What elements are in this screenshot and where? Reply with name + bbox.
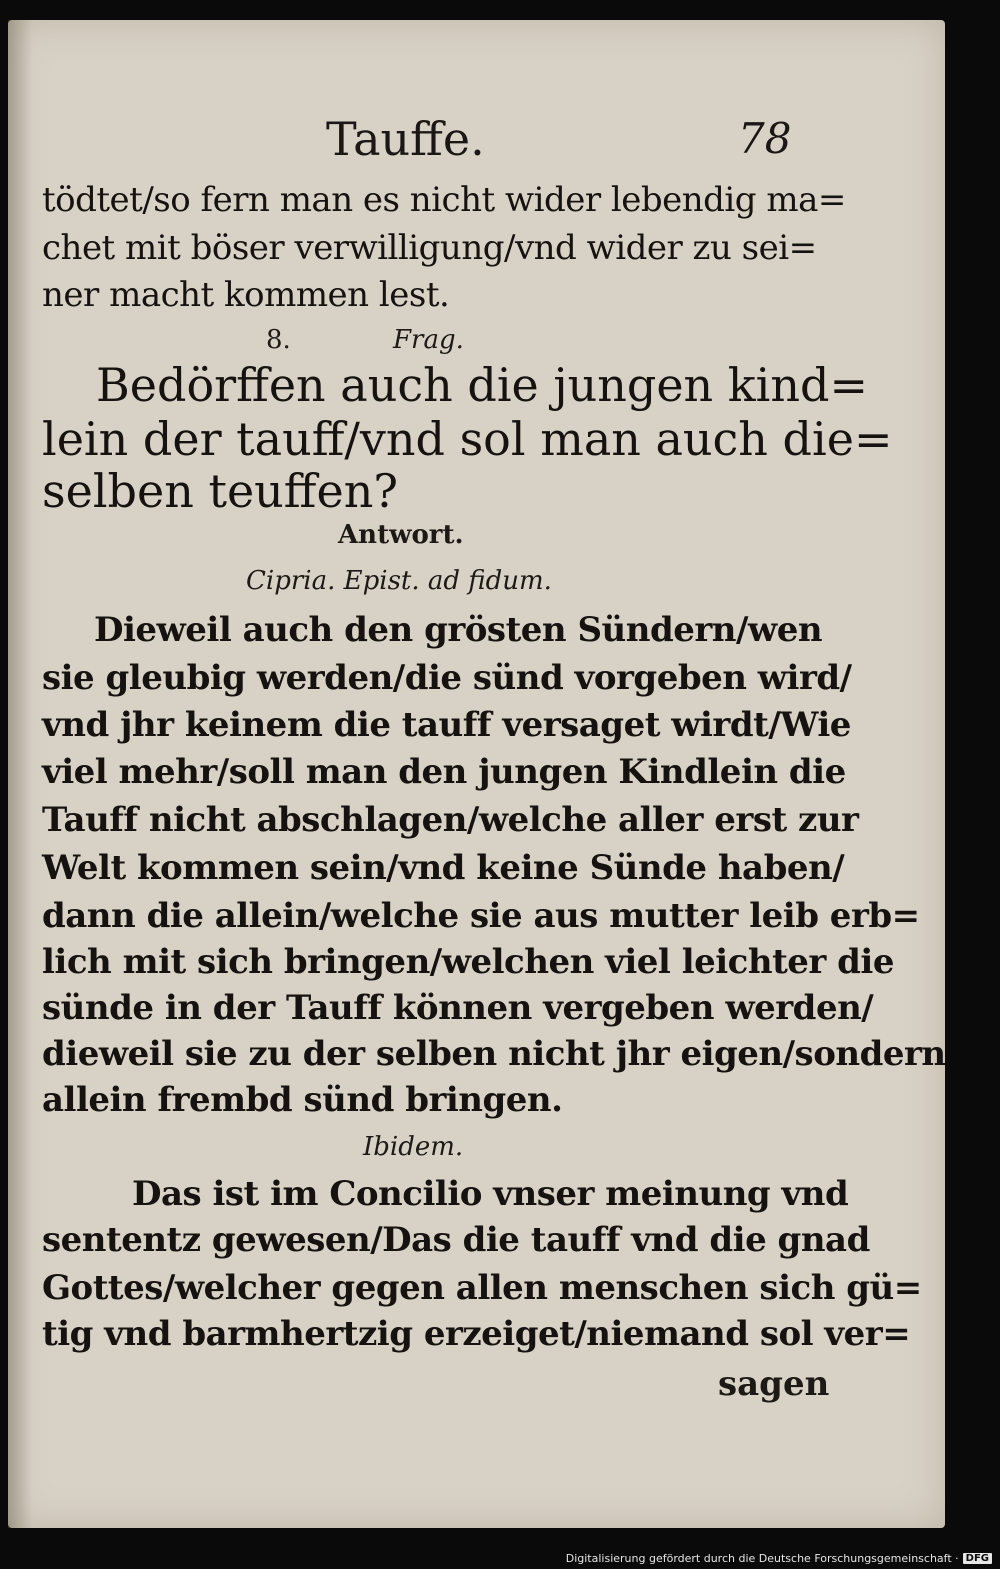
running-title: Tauffe. [326,112,485,166]
citation: Ibidem. [363,1132,464,1162]
dfg-logo: DFG [963,1553,992,1564]
text-line: sünde in der Tauff können vergeben werden/ [42,988,874,1028]
text-line: ner macht kommen lest. [42,275,450,315]
text-line: chet mit böser verwilligung/vnd wider zu sei= [42,228,817,268]
text-line: Dieweil auch den grösten Sündern/wen [94,610,823,650]
book-page [8,20,945,1528]
text-line: Welt kommen sein/vnd keine Sünde haben/ [42,848,845,888]
funding-credit: Digitalisierung gefördert durch die Deutsche Forschungsgemeinschaft · [565,1552,959,1565]
digitization-footer [566,1552,992,1565]
question-line: selben teuffen? [42,464,398,518]
text-line: sie gleubig werden/die sünd vorgeben wird/ [42,658,852,698]
question-line: Bedörffen auch die jungen kind= [96,358,869,412]
text-line: vnd jhr keinem die tauff versaget wirdt/Wie [42,705,851,745]
page-header [8,112,945,172]
text-line: allein frembd sünd bringen. [42,1080,563,1120]
citation: Cipria. Epist. ad fidum. [246,566,552,596]
text-line: dieweil sie zu der selben nicht jhr eigen/sondern [42,1034,946,1074]
text-line: lich mit sich bringen/welchen viel leichter die [42,942,894,982]
question-number: 8. [266,325,291,355]
answer-heading: Antwort. [338,520,464,550]
text-line: tödtet/so fern man es nicht wider lebendig ma= [42,180,846,220]
catchword: sagen [718,1364,830,1404]
text-line: tig vnd barmhertzig erzeiget/niemand sol ver= [42,1314,911,1354]
text-line: dann die allein/welche sie aus mutter leib erb= [42,896,920,936]
question-line: lein der tauff/vnd sol man auch die= [42,412,893,466]
question-label: Frag. [393,325,464,355]
text-line: viel mehr/soll man den jungen Kindlein die [42,752,846,792]
text-line: Gottes/welcher gegen allen menschen sich gü= [42,1268,922,1308]
text-line: Tauff nicht abschlagen/welche aller erst zur [42,800,859,840]
text-line: sententz gewesen/Das die tauff vnd die gnad [42,1220,870,1260]
page-number: 78 [738,114,792,163]
text-line: Das ist im Concilio vnser meinung vnd [132,1174,849,1214]
